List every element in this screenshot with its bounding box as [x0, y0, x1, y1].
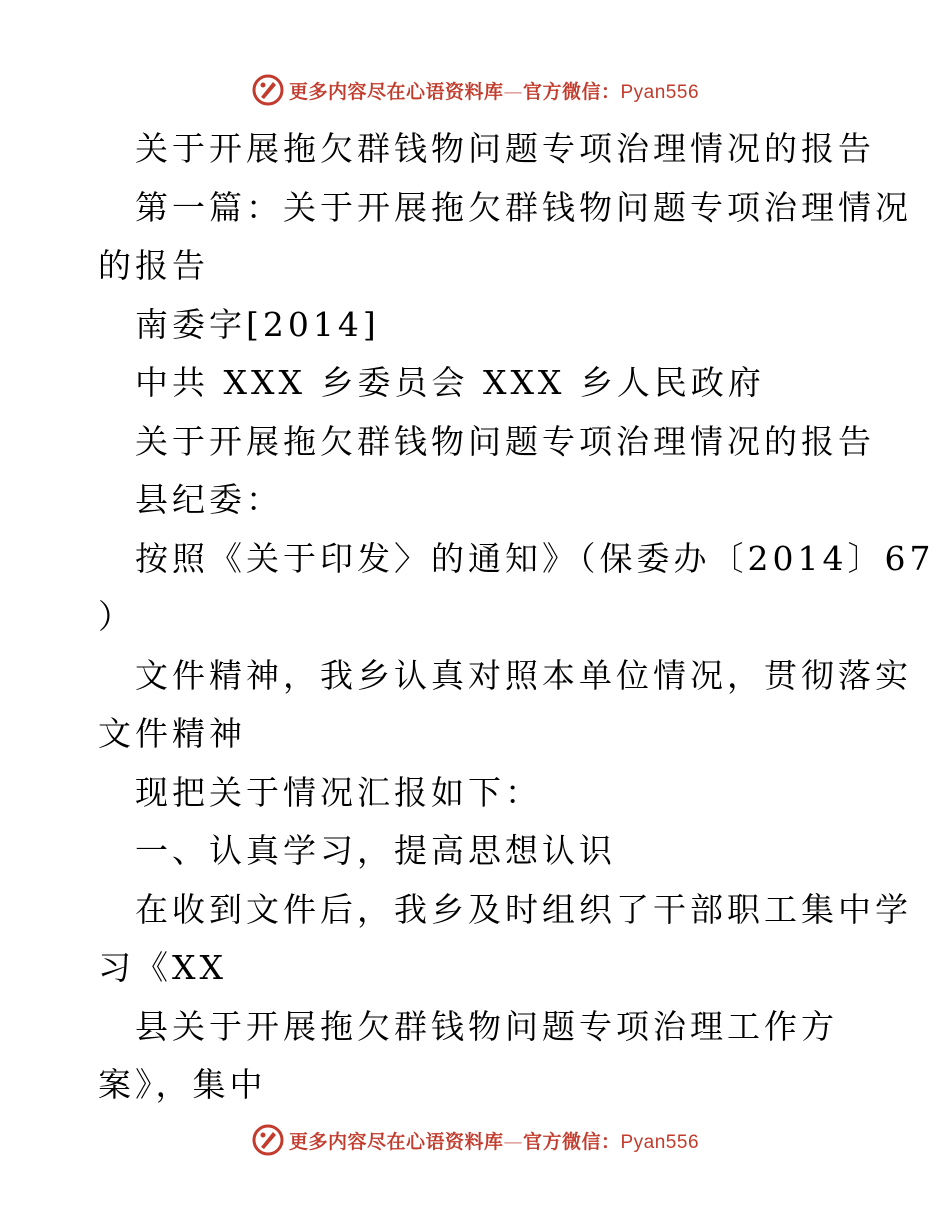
paragraph-line-cont: 文件精神 [98, 714, 246, 753]
watermark-text: 更多内容尽在心语资料库—官方微信：Pyan556 [288, 80, 700, 103]
paragraph-line: 现把关于情况汇报如下： [135, 772, 542, 812]
watermark-text: 更多内容尽在心语资料库—官方微信：Pyan556 [288, 1130, 700, 1153]
brand-logo-icon [251, 1123, 285, 1157]
brand-logo-icon [251, 73, 285, 107]
watermark-header [0, 70, 950, 110]
report-title: 关于开展拖欠群钱物问题专项治理情况的报告 [135, 421, 875, 461]
document-body [98, 120, 935, 1115]
paragraph-line-cont: 习《XX [98, 948, 227, 987]
watermark-footer [0, 1120, 950, 1160]
paragraph-line: 县关于开展拖欠群钱物问题专项治理工作方 [135, 1006, 838, 1046]
chapter-heading-cont: 的报告 [98, 246, 209, 285]
addressee: 县纪委： [135, 480, 283, 519]
document-number: 南委字[2014] [135, 304, 380, 344]
section-heading: 一、认真学习，提高思想认识 [135, 831, 616, 870]
doc-title: 关于开展拖欠群钱物问题专项治理情况的报告 [135, 129, 875, 168]
paragraph-line-cont: ） [98, 597, 135, 636]
paragraph-line: 文件精神，我乡认真对照本单位情况，贯彻落实 [135, 655, 912, 695]
chapter-heading: 第一篇：关于开展拖欠群钱物问题专项治理情况 [135, 187, 912, 227]
paragraph-line: 按照《关于印发〉的通知》（保委办〔2014〕67 [135, 538, 935, 578]
paragraph-line-cont: 案》，集中 [98, 1065, 267, 1104]
issuer-line: 中共 XXX 乡委员会 XXX 乡人民政府 [135, 363, 765, 402]
paragraph-line: 在收到文件后，我乡及时组织了干部职工集中学 [135, 889, 912, 929]
